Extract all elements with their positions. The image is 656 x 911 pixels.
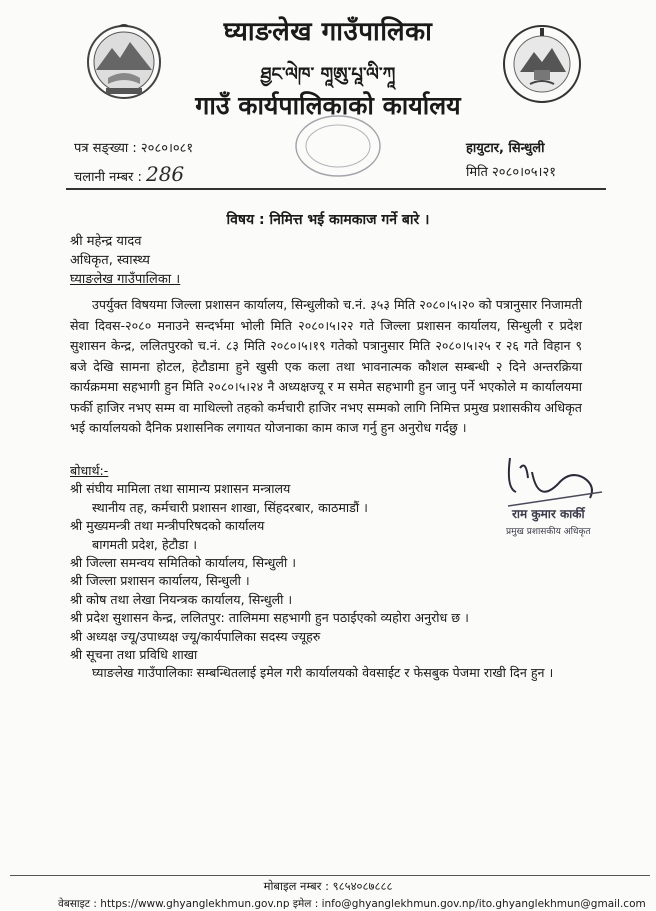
letter-body: उपर्युक्त विषयमा जिल्ला प्रशासन कार्यालय, सिन्धुलीको च.नं. ३५३ मिति २०८०।५।२० को पत्रानुसार निजामती सेवा दिवस-२०८० मनाउने सन्दर्भमा भोली मिति २०८०।५।२२ गते जिल्ला प्रशासन कार्यालय, सिन्धुली र प्रदेश सुशासन केन्द्र, ललितपुरको च.नं. ८३ मिति २०८०।५।१९ गतेको पत्रानुसार मिति २०८०।५।२५ र २६ गते विहान ९ बजे देखि सामना होटल, हेटौडामा हुने खुसी एक कला तथा भावनात्मक कौशल सम्बन्धी २ दिने अन्तरक्रिया कार्यक्रममा सहभागी हुन मिति २०८०।५।२४ नै अध्यक्षज्यू र म समेत सहभागी हुन जानु पर्ने भएकोले म कार्यालयमा फर्की हाजिर नभए सम्म वा माथिल्लो तहको कर्मचारी हाजिर नभए सम्मको लागि निमित्त प्रमुख प्रशासकीय अधिकृत भई कार्यालयको दैनिक प्रशासनिक लगायत योजनाका काम काज गर्नु हुन अनुरोध गर्दछु । — [70, 297, 582, 435]
letter-date: मिति २०८०।०५।२१ — [466, 165, 556, 180]
cc-line: श्री अध्यक्ष ज्यू/उपाध्यक्ष ज्यू/कार्यपालिका सदस्य ज्यूहरु — [70, 628, 321, 644]
dispatch-value: 286 — [145, 162, 185, 186]
municipality-title-tamang: ཐྱང་ལེཁ་ གཱཨུ་པཱ་ལི་ཀཱ — [260, 64, 396, 85]
cc-heading: बोधार्थ:- — [70, 463, 109, 478]
cc-line: घ्याङलेख गाउँपालिकाः सम्बन्धितलाई इमेल गरी कार्यालयको वेवसाईट र फेसबुक पेजमा राखी दिन हुन । — [92, 665, 554, 681]
footer-web: वेबसाइट : https://www.ghyanglekhmun.gov.np इमेल : info@ghyanglekhmun.gov.np/ito.ghyanglekhmun@gmail.com — [58, 898, 646, 910]
office-title: गाउँ कार्यपालिकाको कार्यालय — [195, 91, 461, 120]
cc-line: श्री संघीय मामिला तथा सामान्य प्रशासन मन्त्रालय — [70, 481, 291, 497]
cc-line: श्री सूचना तथा प्रविधि शाखा — [70, 647, 198, 663]
cc-line: श्री प्रदेश सुशासन केन्द्र, ललितपुर: तालिममा सहभागी हुन पठाईएको व्यहोरा अनुरोध छ । — [70, 610, 469, 626]
dispatch-number — [74, 162, 184, 186]
signatory-name: राम कुमार कार्की — [512, 507, 585, 521]
cc-line: श्री कोष तथा लेखा नियन्त्रक कार्यालय, सिन्धुली । — [70, 591, 293, 607]
footer-mobile: मोबाइल नम्बर : ९८५४०८७८८८ — [263, 879, 393, 893]
signatory-designation: प्रमुख प्रशासकीय अधिकृत — [506, 527, 591, 537]
cc-line: श्री जिल्ला समन्वय समितिको कार्यालय, सिन्धुली । — [70, 555, 297, 571]
dispatch-label: चलानी नम्बर : — [74, 170, 142, 185]
office-stamp-icon — [292, 112, 384, 180]
municipality-title: घ्याङलेख गाउँपालिका — [223, 17, 433, 47]
cc-line: श्री मुख्यमन्त्री तथा मन्त्रीपरिषदको कार्यालय — [70, 518, 265, 534]
cc-line: बागमती प्रदेश, हेटौडा । — [92, 536, 198, 552]
cc-line: स्थानीय तह, कर्मचारी प्रशासन शाखा, सिंहदरबार, काठमाडौं । — [92, 499, 368, 515]
addressee-designation: अधिकृत, स्वास्थ्य — [70, 253, 150, 268]
cc-line: श्री जिल्ला प्रशासन कार्यालय, सिन्धुली । — [70, 573, 250, 589]
letter-subject: विषय : निमित्त भई कामकाज गर्ने बारे । — [226, 212, 430, 228]
header-divider — [66, 188, 606, 190]
cc-section — [70, 462, 553, 683]
office-location: हायुटार, सिन्धुली — [466, 141, 545, 156]
signature-stamp-icon — [498, 448, 608, 538]
footer-divider — [10, 875, 650, 876]
letter-number: पत्र सङ्ख्या : २०८०।०८१ — [74, 141, 194, 156]
addressee-name: श्री महेन्द्र यादव — [70, 234, 142, 249]
addressee-office: घ्याङलेख गाउँपालिका । — [70, 272, 181, 287]
